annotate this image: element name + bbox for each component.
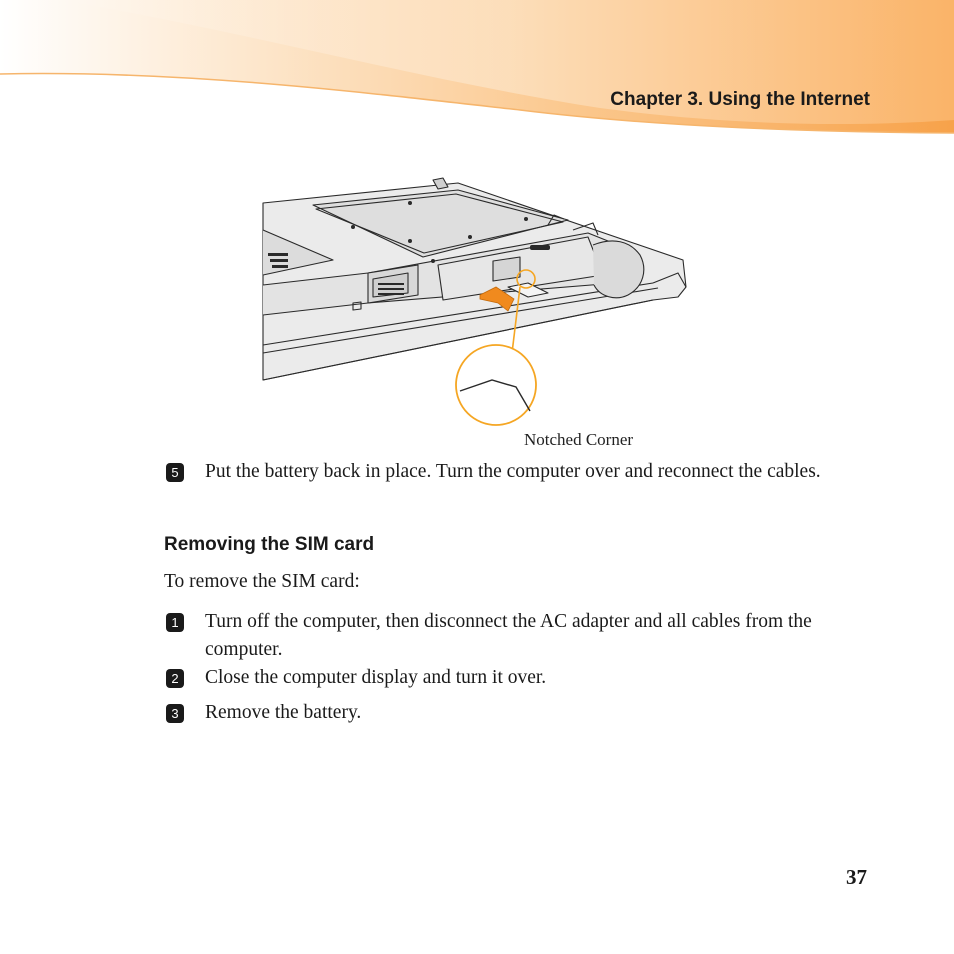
step-text: Turn off the computer, then disconnect the AC adapter and all cables from the computer. [205, 611, 812, 660]
section-heading: Removing the SIM card [164, 534, 375, 555]
laptop-sim-illustration [258, 175, 698, 427]
step-number-badge: 2 [166, 669, 184, 688]
step-text: Close the computer display and turn it over. [205, 667, 547, 688]
header-decoration [0, 0, 954, 140]
section-intro: To remove the SIM card: [164, 571, 360, 592]
step-number-badge: 1 [166, 613, 184, 632]
step-number-badge: 3 [166, 704, 184, 723]
step-text: Remove the battery. [205, 702, 362, 723]
figure-caption: Notched Corner [524, 430, 634, 449]
step-number-badge: 5 [166, 463, 184, 482]
page-number: 37 [846, 865, 867, 889]
chapter-title: Chapter 3. Using the Internet [610, 89, 870, 110]
step-text: Put the battery back in place. Turn the computer over and reconnect the cables. [205, 461, 821, 482]
